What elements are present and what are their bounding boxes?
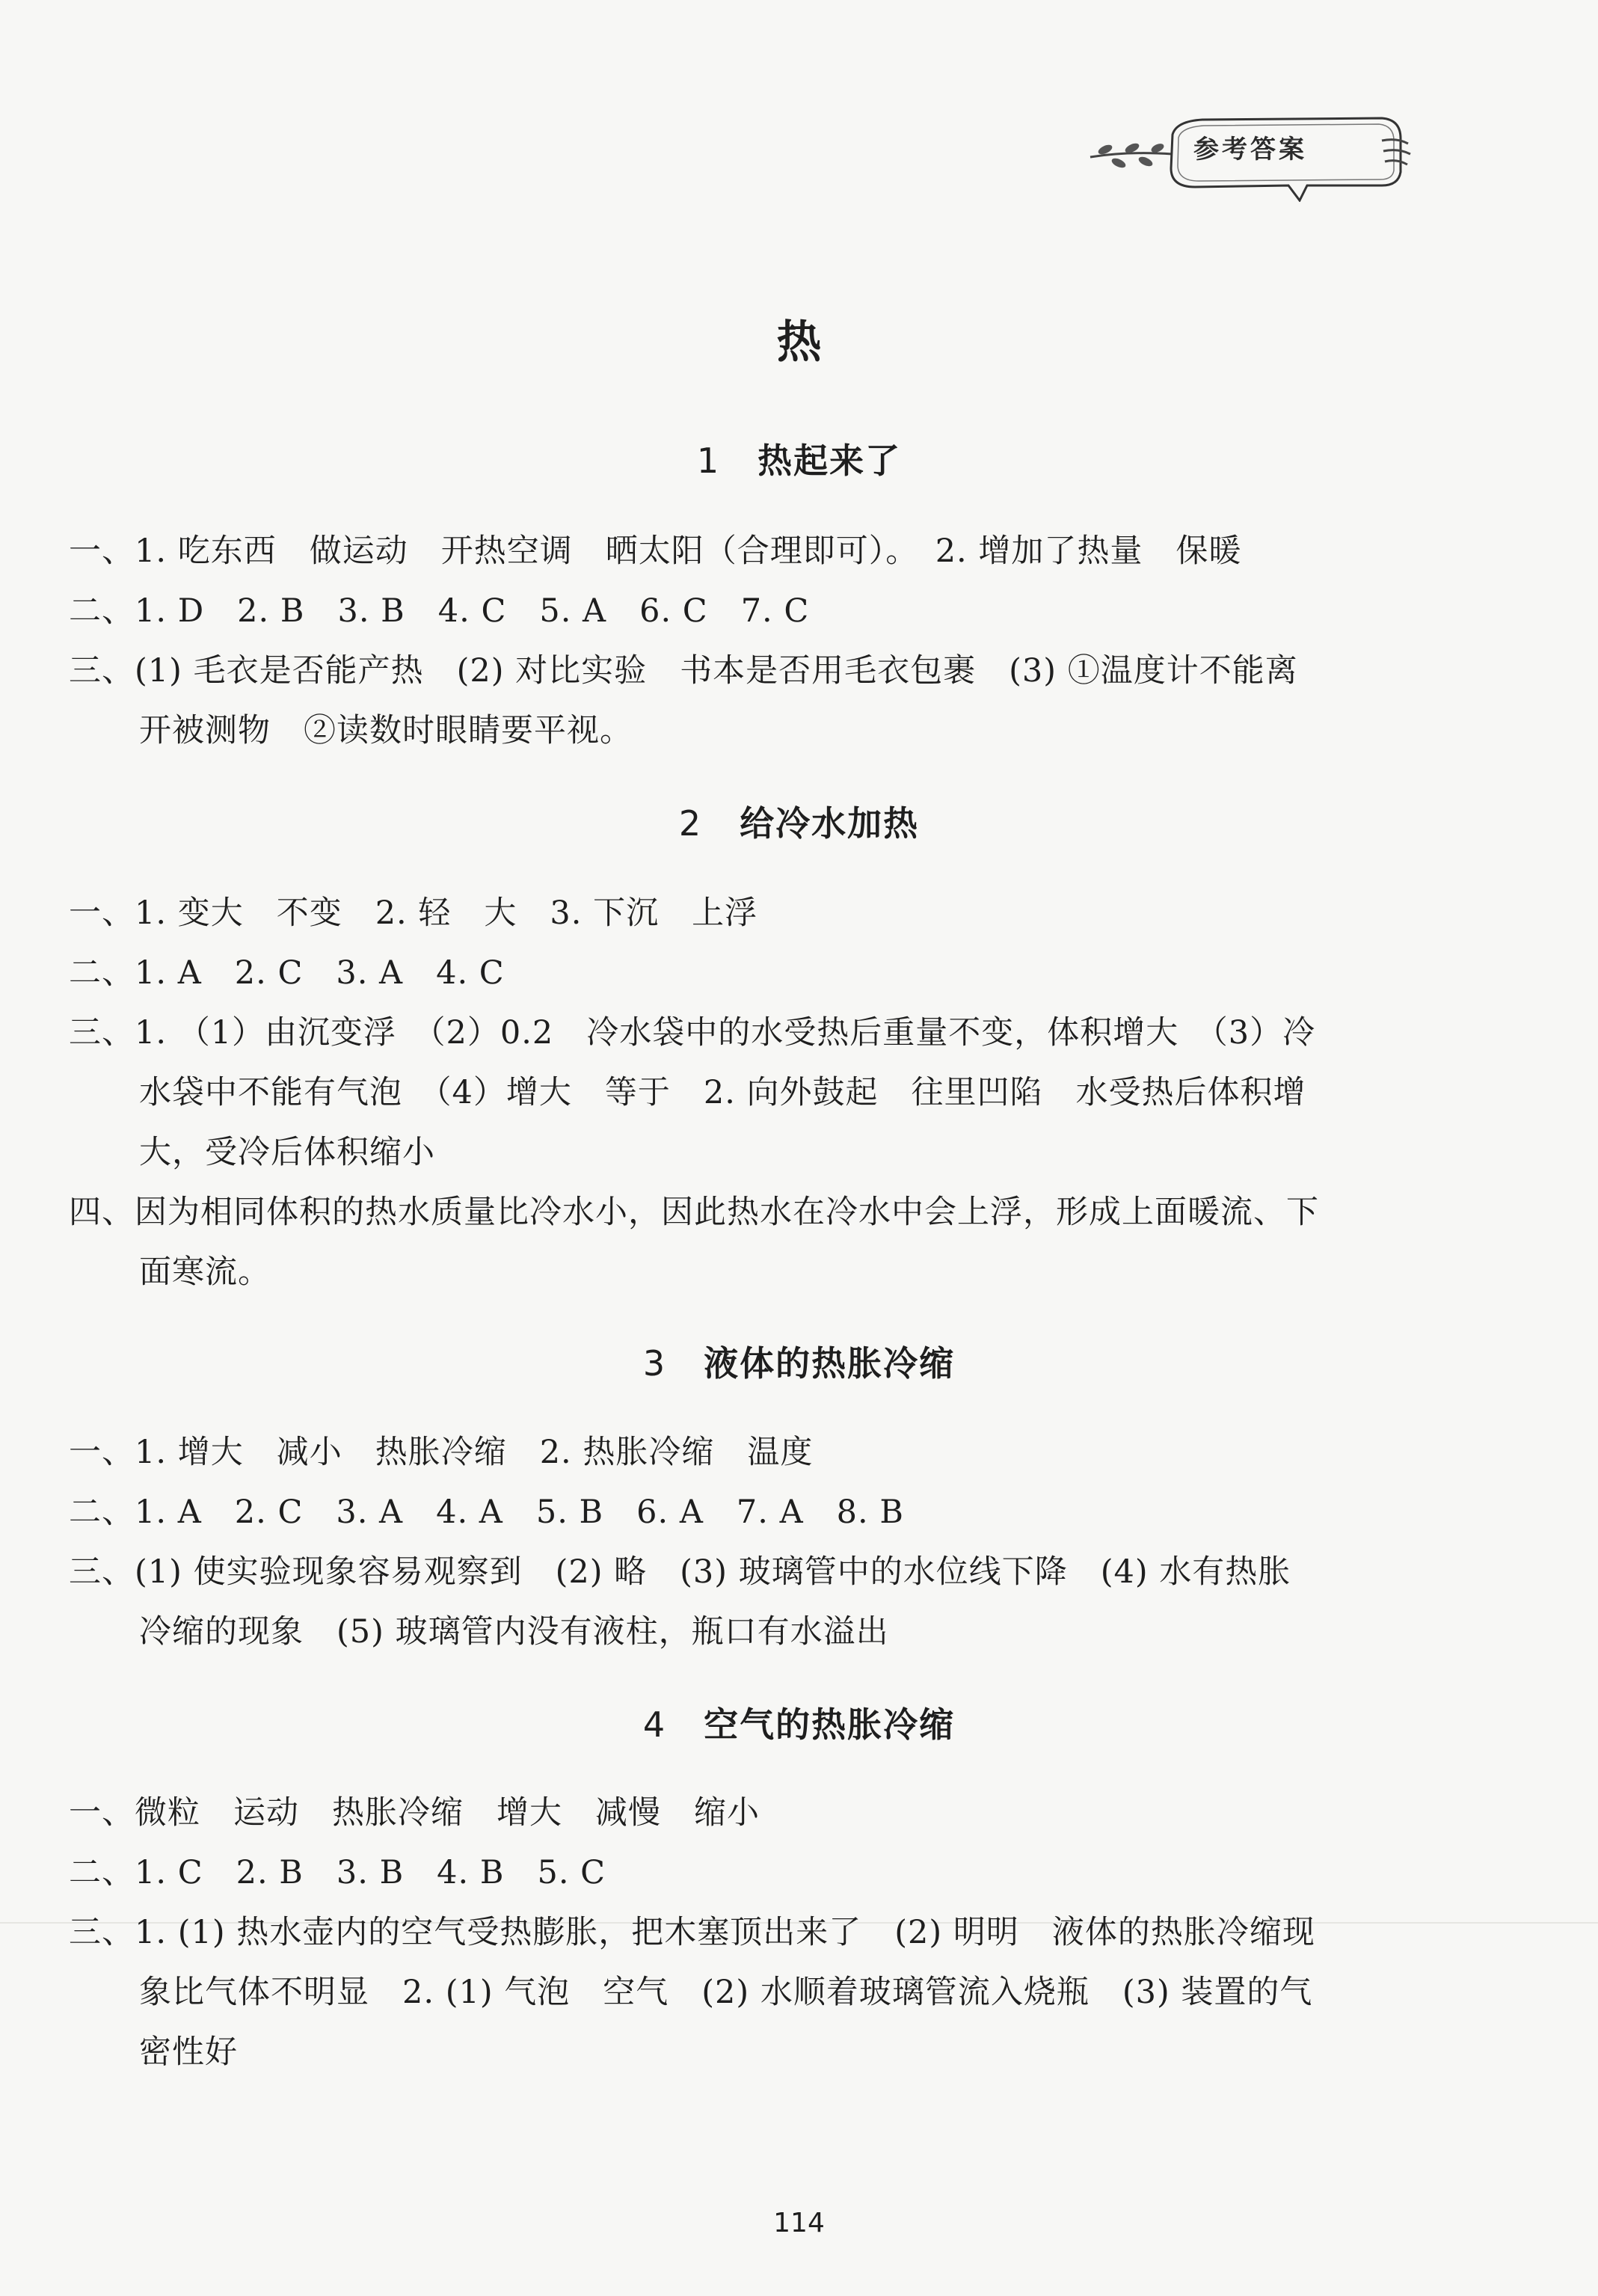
section-number: 4 (642, 1704, 667, 1745)
answer-line: 二、1. D 2. B 3. B 4. C 5. A 6. C 7. C (69, 592, 810, 630)
answer-line: 二、1. A 2. C 3. A 4. C (69, 954, 505, 992)
answer-line: 一、1. 变大 不变 2. 轻 大 3. 下沉 上浮 (69, 894, 758, 932)
answer-line: 四、因为相同体积的热水质量比冷水小，因此热水在冷水中会上浮，形成上面暖流、下 (69, 1194, 1319, 1231)
answer-line: 密性好 (139, 2033, 238, 2071)
page-title: 热 (776, 316, 822, 369)
page-number: 114 (773, 2208, 825, 2238)
answer-line: 三、(1) 使实验现象容易观察到 (2) 略 (3) 玻璃管中的水位线下降 (4) 水有热胀 (69, 1553, 1291, 1591)
answer-line: 开被测物 ②读数时眼睛要平视。 (139, 712, 633, 749)
answer-line: 二、1. A 2. C 3. A 4. A 5. B 6. A 7. A 8. B (69, 1494, 904, 1531)
answer-line: 象比气体不明显 2. (1) 气泡 空气 (2) 水顺着玻璃管流入烧瓶 (3) 装置的气 (139, 1974, 1313, 2011)
section-title: 给冷水加热 (740, 803, 920, 844)
section-number: 1 (696, 441, 721, 481)
answer-badge-label: 参考答案 (1193, 135, 1307, 165)
section-number: 2 (678, 803, 703, 844)
answer-line: 一、微粒 运动 热胀冷缩 增大 减慢 缩小 (69, 1794, 760, 1832)
answer-line: 三、1. (1) 热水壶内的空气受热膨胀，把木塞顶出来了 (2) 明明 液体的热胀冷缩现 (69, 1914, 1315, 1951)
answer-line: 冷缩的现象 (5) 玻璃管内没有液柱，瓶口有水溢出 (139, 1613, 889, 1651)
section-heading-2 (0, 796, 1598, 846)
answer-line: 一、1. 增大 减小 热胀冷缩 2. 热胀冷缩 温度 (69, 1434, 814, 1471)
section-number: 3 (642, 1343, 667, 1384)
section-title: 热起来了 (757, 441, 902, 481)
section-heading-4 (0, 1698, 1598, 1747)
section-title: 液体的热胀冷缩 (704, 1343, 956, 1384)
answer-line: 三、1. （1）由沉变浮 （2）0.2 冷水袋中的水受热后重量不变，体积增大 （3）冷 (69, 1014, 1316, 1052)
section-heading-3 (0, 1336, 1598, 1386)
answer-line: 水袋中不能有气泡 （4）增大 等于 2. 向外鼓起 往里凹陷 水受热后体积增 (139, 1074, 1306, 1111)
section-title: 空气的热胀冷缩 (704, 1704, 956, 1745)
answer-line: 大，受冷后体积缩小 (139, 1134, 435, 1171)
section-heading-1 (0, 434, 1598, 483)
answer-line: 二、1. C 2. B 3. B 4. B 5. C (69, 1854, 606, 1891)
answer-line: 三、(1) 毛衣是否能产热 (2) 对比实验 书本是否用毛衣包裹 (3) ①温度计不能离 (69, 652, 1298, 690)
answer-line: 一、1. 吃东西 做运动 开热空调 晒太阳（合理即可）。 2. 增加了热量 保暖 (69, 532, 1242, 570)
answer-line: 面寒流。 (139, 1253, 271, 1291)
